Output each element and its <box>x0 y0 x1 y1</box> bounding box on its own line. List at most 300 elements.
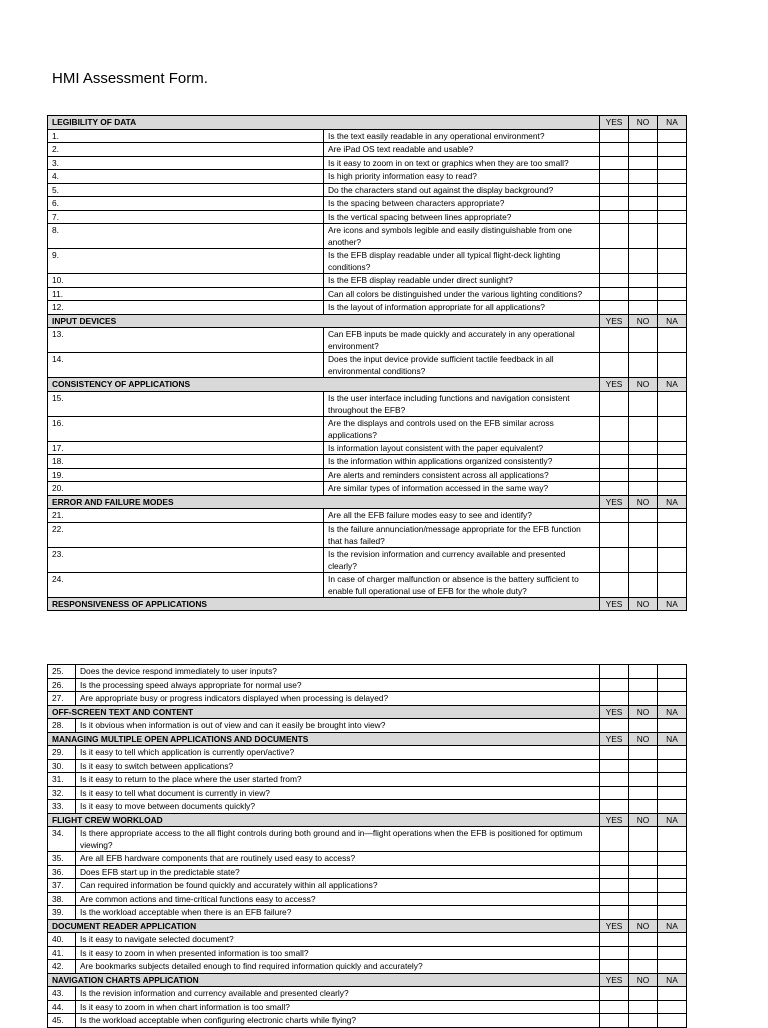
na-answer-cell[interactable] <box>658 441 687 455</box>
question-text: Are all EFB hardware components that are routinely used easy to access? <box>76 852 600 866</box>
section-header-row <box>48 705 687 719</box>
question-row <box>48 746 687 760</box>
question-row <box>48 287 687 301</box>
no-answer-cell[interactable] <box>629 509 658 523</box>
no-answer-cell[interactable] <box>629 441 658 455</box>
yes-answer-cell[interactable] <box>600 892 629 906</box>
no-answer-cell[interactable] <box>629 827 658 852</box>
question-number: 22. <box>48 522 324 547</box>
no-answer-cell[interactable] <box>629 865 658 879</box>
question-text: Is the layout of information appropriate for all applications? <box>324 301 600 315</box>
no-answer-cell[interactable] <box>629 210 658 224</box>
question-text: Can required information be found quickly and accurately within all applications? <box>76 879 600 893</box>
no-column-header: NO <box>629 813 658 827</box>
question-number: 18. <box>48 455 324 469</box>
na-answer-cell[interactable] <box>658 482 687 496</box>
question-number: 5. <box>48 183 324 197</box>
section-title: DOCUMENT READER APPLICATION <box>48 919 600 933</box>
no-answer-cell[interactable] <box>629 906 658 920</box>
yes-answer-cell[interactable] <box>600 482 629 496</box>
na-answer-cell[interactable] <box>658 143 687 157</box>
na-answer-cell[interactable] <box>658 946 687 960</box>
question-number: 8. <box>48 224 324 249</box>
na-answer-cell[interactable] <box>658 197 687 211</box>
question-text: Is the user interface including functions and navigation consistent throughout the EFB? <box>324 391 600 416</box>
question-row <box>48 441 687 455</box>
na-answer-cell[interactable] <box>658 170 687 184</box>
question-row <box>48 328 687 353</box>
no-column-header: NO <box>629 314 658 328</box>
question-text: Is the workload acceptable when there is an EFB failure? <box>76 906 600 920</box>
question-text: Is it easy to return to the place where the user started from? <box>76 773 600 787</box>
question-row <box>48 960 687 974</box>
yes-answer-cell[interactable] <box>600 249 629 274</box>
question-row <box>48 143 687 157</box>
question-row <box>48 987 687 1001</box>
question-row <box>48 665 687 679</box>
yes-answer-cell[interactable] <box>600 865 629 879</box>
yes-column-header: YES <box>600 116 629 130</box>
question-number: 3. <box>48 156 324 170</box>
question-row <box>48 353 687 378</box>
question-number: 9. <box>48 249 324 274</box>
yes-answer-cell[interactable] <box>600 455 629 469</box>
question-text: Is the revision information and currency available and presented clearly? <box>76 987 600 1001</box>
question-number: 20. <box>48 482 324 496</box>
yes-answer-cell[interactable] <box>600 879 629 893</box>
no-answer-cell[interactable] <box>629 468 658 482</box>
na-answer-cell[interactable] <box>658 547 687 572</box>
question-text: Is the text easily readable in any operational environment? <box>324 129 600 143</box>
question-text: Is it easy to zoom in when chart information is too small? <box>76 1000 600 1014</box>
na-answer-cell[interactable] <box>658 274 687 288</box>
section-header-row <box>48 116 687 130</box>
yes-answer-cell[interactable] <box>600 719 629 733</box>
question-text: Is it obvious when information is out of view and can it easily be brought into view? <box>76 719 600 733</box>
na-answer-cell[interactable] <box>658 353 687 378</box>
no-answer-cell[interactable] <box>629 1000 658 1014</box>
question-number: 13. <box>48 328 324 353</box>
na-answer-cell[interactable] <box>658 800 687 814</box>
no-answer-cell[interactable] <box>629 800 658 814</box>
na-column-header: NA <box>658 973 687 987</box>
question-row <box>48 522 687 547</box>
na-answer-cell[interactable] <box>658 665 687 679</box>
na-answer-cell[interactable] <box>658 522 687 547</box>
section-title: INPUT DEVICES <box>48 314 600 328</box>
no-answer-cell[interactable] <box>629 416 658 441</box>
no-answer-cell[interactable] <box>629 482 658 496</box>
yes-answer-cell[interactable] <box>600 773 629 787</box>
question-row <box>48 455 687 469</box>
no-answer-cell[interactable] <box>629 391 658 416</box>
na-answer-cell[interactable] <box>658 129 687 143</box>
question-number: 37. <box>48 879 76 893</box>
yes-answer-cell[interactable] <box>600 210 629 224</box>
no-answer-cell[interactable] <box>629 129 658 143</box>
no-answer-cell[interactable] <box>629 301 658 315</box>
no-answer-cell[interactable] <box>629 170 658 184</box>
question-row <box>48 852 687 866</box>
yes-answer-cell[interactable] <box>600 301 629 315</box>
na-answer-cell[interactable] <box>658 827 687 852</box>
no-answer-cell[interactable] <box>629 692 658 706</box>
section-header-row <box>48 495 687 509</box>
yes-answer-cell[interactable] <box>600 468 629 482</box>
question-number: 11. <box>48 287 324 301</box>
no-answer-cell[interactable] <box>629 455 658 469</box>
no-column-header: NO <box>629 705 658 719</box>
question-text: Is it easy to zoom in when presented information is too small? <box>76 946 600 960</box>
question-row <box>48 572 687 597</box>
na-answer-cell[interactable] <box>658 865 687 879</box>
question-number: 30. <box>48 759 76 773</box>
assessment-table-page2 <box>47 664 687 1028</box>
no-column-header: NO <box>629 919 658 933</box>
na-answer-cell[interactable] <box>658 786 687 800</box>
yes-answer-cell[interactable] <box>600 509 629 523</box>
question-number: 10. <box>48 274 324 288</box>
na-answer-cell[interactable] <box>658 719 687 733</box>
na-column-header: NA <box>658 597 687 611</box>
yes-answer-cell[interactable] <box>600 129 629 143</box>
question-text: Is it easy to switch between applications? <box>76 759 600 773</box>
question-text: Is it easy to move between documents quickly? <box>76 800 600 814</box>
section-title: MANAGING MULTIPLE OPEN APPLICATIONS AND DOCUMENTS <box>48 732 600 746</box>
no-answer-cell[interactable] <box>629 249 658 274</box>
yes-answer-cell[interactable] <box>600 906 629 920</box>
na-column-header: NA <box>658 813 687 827</box>
na-column-header: NA <box>658 705 687 719</box>
question-number: 44. <box>48 1000 76 1014</box>
question-number: 31. <box>48 773 76 787</box>
yes-answer-cell[interactable] <box>600 274 629 288</box>
no-answer-cell[interactable] <box>629 287 658 301</box>
yes-answer-cell[interactable] <box>600 678 629 692</box>
yes-column-header: YES <box>600 597 629 611</box>
question-text: Are bookmarks subjects detailed enough to find required information quickly and accurately? <box>76 960 600 974</box>
question-number: 1. <box>48 129 324 143</box>
question-number: 42. <box>48 960 76 974</box>
no-answer-cell[interactable] <box>629 946 658 960</box>
question-number: 23. <box>48 547 324 572</box>
question-number: 29. <box>48 746 76 760</box>
question-text: Is the spacing between characters appropriate? <box>324 197 600 211</box>
no-answer-cell[interactable] <box>629 678 658 692</box>
section-header-row <box>48 597 687 611</box>
question-row <box>48 301 687 315</box>
yes-answer-cell[interactable] <box>600 827 629 852</box>
na-answer-cell[interactable] <box>658 1000 687 1014</box>
yes-answer-cell[interactable] <box>600 170 629 184</box>
question-text: Are icons and symbols legible and easily distinguishable from one another? <box>324 224 600 249</box>
question-text: Is the workload acceptable when configuring electronic charts while flying? <box>76 1014 600 1028</box>
yes-answer-cell[interactable] <box>600 353 629 378</box>
section-title: OFF-SCREEN TEXT AND CONTENT <box>48 705 600 719</box>
yes-answer-cell[interactable] <box>600 143 629 157</box>
na-answer-cell[interactable] <box>658 852 687 866</box>
no-answer-cell[interactable] <box>629 879 658 893</box>
na-answer-cell[interactable] <box>658 746 687 760</box>
no-column-header: NO <box>629 732 658 746</box>
yes-answer-cell[interactable] <box>600 946 629 960</box>
question-text: Are iPad OS text readable and usable? <box>324 143 600 157</box>
question-text: Are the displays and controls used on the EFB similar across applications? <box>324 416 600 441</box>
question-number: 26. <box>48 678 76 692</box>
question-number: 14. <box>48 353 324 378</box>
yes-column-header: YES <box>600 378 629 392</box>
yes-answer-cell[interactable] <box>600 852 629 866</box>
question-text: Is the revision information and currency available and presented clearly? <box>324 547 600 572</box>
yes-column-header: YES <box>600 732 629 746</box>
question-text: Does the device respond immediately to user inputs? <box>76 665 600 679</box>
na-answer-cell[interactable] <box>658 224 687 249</box>
question-row <box>48 224 687 249</box>
na-answer-cell[interactable] <box>658 773 687 787</box>
section-title: RESPONSIVENESS OF APPLICATIONS <box>48 597 600 611</box>
no-answer-cell[interactable] <box>629 933 658 947</box>
na-column-header: NA <box>658 116 687 130</box>
yes-answer-cell[interactable] <box>600 328 629 353</box>
question-number: 40. <box>48 933 76 947</box>
no-answer-cell[interactable] <box>629 746 658 760</box>
question-number: 45. <box>48 1014 76 1028</box>
na-answer-cell[interactable] <box>658 759 687 773</box>
no-answer-cell[interactable] <box>629 353 658 378</box>
section-header-row <box>48 732 687 746</box>
question-text: Is the EFB display readable under all typical flight-deck lighting conditions? <box>324 249 600 274</box>
na-answer-cell[interactable] <box>658 1014 687 1028</box>
question-row <box>48 482 687 496</box>
na-answer-cell[interactable] <box>658 210 687 224</box>
question-row <box>48 391 687 416</box>
yes-answer-cell[interactable] <box>600 183 629 197</box>
no-answer-cell[interactable] <box>629 773 658 787</box>
na-column-header: NA <box>658 495 687 509</box>
question-number: 27. <box>48 692 76 706</box>
yes-answer-cell[interactable] <box>600 759 629 773</box>
question-number: 34. <box>48 827 76 852</box>
question-row <box>48 827 687 852</box>
question-text: Does the input device provide sufficient tactile feedback in all environmental conditions? <box>324 353 600 378</box>
yes-answer-cell[interactable] <box>600 746 629 760</box>
yes-answer-cell[interactable] <box>600 572 629 597</box>
question-text: Do the characters stand out against the display background? <box>324 183 600 197</box>
no-answer-cell[interactable] <box>629 1014 658 1028</box>
section-header-row <box>48 919 687 933</box>
question-number: 16. <box>48 416 324 441</box>
na-answer-cell[interactable] <box>658 906 687 920</box>
question-number: 38. <box>48 892 76 906</box>
question-text: Is information layout consistent with the paper equivalent? <box>324 441 600 455</box>
na-answer-cell[interactable] <box>658 892 687 906</box>
question-text: Is the processing speed always appropriate for normal use? <box>76 678 600 692</box>
section-title: NAVIGATION CHARTS APPLICATION <box>48 973 600 987</box>
question-row <box>48 773 687 787</box>
no-answer-cell[interactable] <box>629 719 658 733</box>
yes-column-header: YES <box>600 705 629 719</box>
question-number: 19. <box>48 468 324 482</box>
question-row <box>48 946 687 960</box>
yes-column-header: YES <box>600 495 629 509</box>
no-answer-cell[interactable] <box>629 183 658 197</box>
section-header-row <box>48 314 687 328</box>
question-row <box>48 692 687 706</box>
na-column-header: NA <box>658 314 687 328</box>
yes-answer-cell[interactable] <box>600 197 629 211</box>
na-answer-cell[interactable] <box>658 416 687 441</box>
na-answer-cell[interactable] <box>658 692 687 706</box>
question-row <box>48 719 687 733</box>
na-column-header: NA <box>658 732 687 746</box>
question-number: 6. <box>48 197 324 211</box>
question-text: Is it easy to zoom in on text or graphics when they are too small? <box>324 156 600 170</box>
question-text: Is the vertical spacing between lines appropriate? <box>324 210 600 224</box>
yes-answer-cell[interactable] <box>600 416 629 441</box>
na-answer-cell[interactable] <box>658 287 687 301</box>
na-answer-cell[interactable] <box>658 960 687 974</box>
no-answer-cell[interactable] <box>629 143 658 157</box>
question-row <box>48 865 687 879</box>
question-text: Are similar types of information accessed in the same way? <box>324 482 600 496</box>
no-answer-cell[interactable] <box>629 156 658 170</box>
no-answer-cell[interactable] <box>629 572 658 597</box>
yes-answer-cell[interactable] <box>600 665 629 679</box>
na-answer-cell[interactable] <box>658 301 687 315</box>
question-number: 15. <box>48 391 324 416</box>
yes-column-header: YES <box>600 919 629 933</box>
na-answer-cell[interactable] <box>658 933 687 947</box>
yes-answer-cell[interactable] <box>600 1000 629 1014</box>
question-number: 2. <box>48 143 324 157</box>
no-column-header: NO <box>629 495 658 509</box>
question-number: 33. <box>48 800 76 814</box>
no-answer-cell[interactable] <box>629 786 658 800</box>
question-number: 39. <box>48 906 76 920</box>
question-row <box>48 759 687 773</box>
no-answer-cell[interactable] <box>629 274 658 288</box>
na-answer-cell[interactable] <box>658 249 687 274</box>
na-answer-cell[interactable] <box>658 391 687 416</box>
question-row <box>48 800 687 814</box>
yes-answer-cell[interactable] <box>600 522 629 547</box>
na-answer-cell[interactable] <box>658 156 687 170</box>
question-row <box>48 892 687 906</box>
question-number: 25. <box>48 665 76 679</box>
question-row <box>48 156 687 170</box>
na-answer-cell[interactable] <box>658 987 687 1001</box>
na-answer-cell[interactable] <box>658 509 687 523</box>
question-row <box>48 183 687 197</box>
assessment-table-page1 <box>47 115 687 611</box>
yes-answer-cell[interactable] <box>600 692 629 706</box>
yes-answer-cell[interactable] <box>600 800 629 814</box>
yes-answer-cell[interactable] <box>600 287 629 301</box>
no-answer-cell[interactable] <box>629 224 658 249</box>
question-text: Is there appropriate access to the all flight controls during both ground and in—flight operations when the EFB is positioned for optimum viewing? <box>76 827 600 852</box>
yes-answer-cell[interactable] <box>600 933 629 947</box>
na-answer-cell[interactable] <box>658 183 687 197</box>
question-row <box>48 416 687 441</box>
no-answer-cell[interactable] <box>629 759 658 773</box>
question-row <box>48 274 687 288</box>
question-number: 35. <box>48 852 76 866</box>
no-answer-cell[interactable] <box>629 197 658 211</box>
na-answer-cell[interactable] <box>658 572 687 597</box>
question-number: 17. <box>48 441 324 455</box>
question-text: Is high priority information easy to read? <box>324 170 600 184</box>
question-row <box>48 1014 687 1028</box>
question-row <box>48 249 687 274</box>
question-text: Are common actions and time-critical functions easy to access? <box>76 892 600 906</box>
na-answer-cell[interactable] <box>658 455 687 469</box>
question-row <box>48 786 687 800</box>
no-answer-cell[interactable] <box>629 987 658 1001</box>
na-answer-cell[interactable] <box>658 328 687 353</box>
question-number: 36. <box>48 865 76 879</box>
no-answer-cell[interactable] <box>629 852 658 866</box>
section-header-row <box>48 378 687 392</box>
no-answer-cell[interactable] <box>629 328 658 353</box>
no-answer-cell[interactable] <box>629 522 658 547</box>
na-answer-cell[interactable] <box>658 468 687 482</box>
yes-answer-cell[interactable] <box>600 960 629 974</box>
question-text: Is the information within applications organized consistently? <box>324 455 600 469</box>
question-row <box>48 129 687 143</box>
yes-column-header: YES <box>600 813 629 827</box>
no-column-header: NO <box>629 597 658 611</box>
na-answer-cell[interactable] <box>658 879 687 893</box>
question-row <box>48 678 687 692</box>
yes-answer-cell[interactable] <box>600 1014 629 1028</box>
question-text: Is it easy to navigate selected document? <box>76 933 600 947</box>
yes-answer-cell[interactable] <box>600 786 629 800</box>
question-row <box>48 468 687 482</box>
question-text: Are all the EFB failure modes easy to see and identify? <box>324 509 600 523</box>
no-answer-cell[interactable] <box>629 960 658 974</box>
no-answer-cell[interactable] <box>629 547 658 572</box>
question-number: 41. <box>48 946 76 960</box>
no-answer-cell[interactable] <box>629 892 658 906</box>
no-answer-cell[interactable] <box>629 665 658 679</box>
form-title: HMI Assessment Form. <box>52 70 208 87</box>
yes-answer-cell[interactable] <box>600 156 629 170</box>
yes-answer-cell[interactable] <box>600 224 629 249</box>
yes-answer-cell[interactable] <box>600 391 629 416</box>
na-answer-cell[interactable] <box>658 678 687 692</box>
no-column-header: NO <box>629 378 658 392</box>
question-number: 28. <box>48 719 76 733</box>
question-number: 12. <box>48 301 324 315</box>
question-text: Is the failure annunciation/message appropriate for the EFB function that has failed? <box>324 522 600 547</box>
yes-answer-cell[interactable] <box>600 441 629 455</box>
section-title: CONSISTENCY OF APPLICATIONS <box>48 378 600 392</box>
yes-answer-cell[interactable] <box>600 987 629 1001</box>
question-row <box>48 210 687 224</box>
section-title: LEGIBILITY OF DATA <box>48 116 600 130</box>
question-row <box>48 170 687 184</box>
yes-answer-cell[interactable] <box>600 547 629 572</box>
question-row <box>48 197 687 211</box>
yes-column-header: YES <box>600 314 629 328</box>
question-row <box>48 547 687 572</box>
question-text: Is the EFB display readable under direct sunlight? <box>324 274 600 288</box>
na-column-header: NA <box>658 919 687 933</box>
question-text: Can EFB inputs be made quickly and accurately in any operational environment? <box>324 328 600 353</box>
question-number: 24. <box>48 572 324 597</box>
question-text: Is it easy to tell what document is currently in view? <box>76 786 600 800</box>
question-text: Can all colors be distinguished under the various lighting conditions? <box>324 287 600 301</box>
